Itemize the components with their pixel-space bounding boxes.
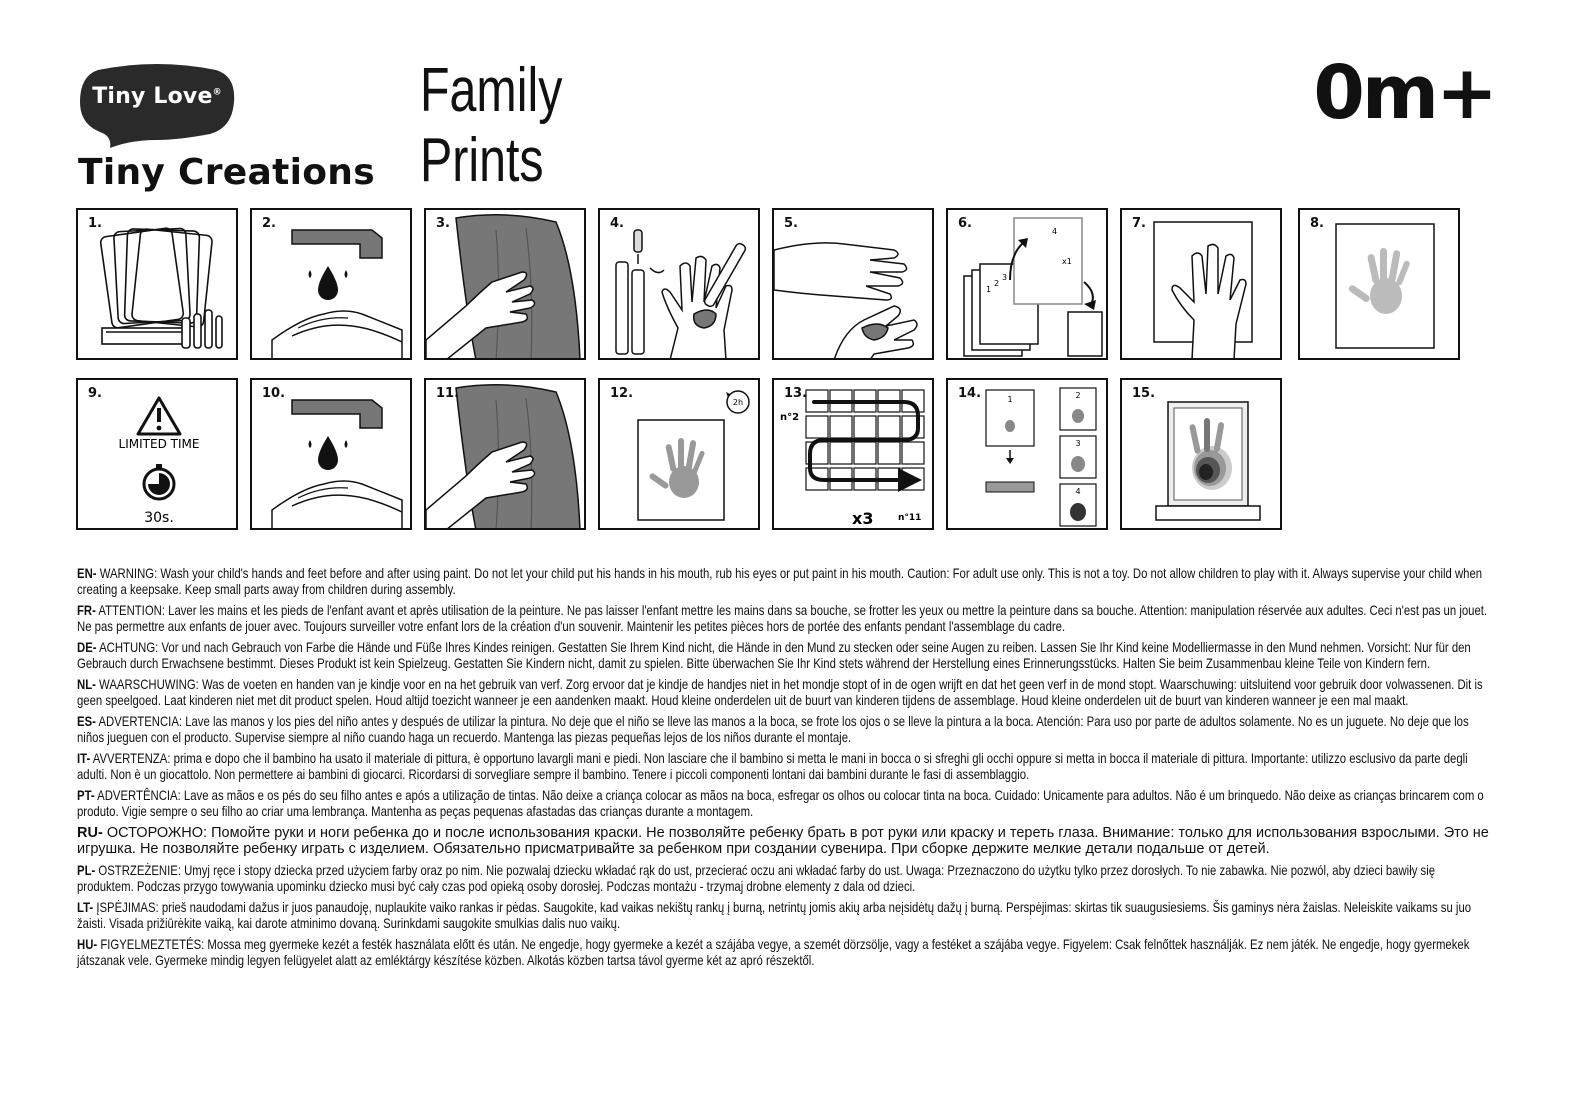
language-code: EN-: [77, 565, 97, 581]
warning-text: Was de voeten en handen van je kindje voor en na het gebruik van verf. Zorg ervoor dat je kindje de handjes niet in het mondje stopt of in de ogen wrijft en dat het geen verf in de mond stopt. Waarschuwing: uitsluitend voor gebruik door volwassenen. Dit is geen speelgoed. Laat kinderen niet met dit product spelen. Houd altijd toezicht wanneer je een aandenken maakt. Houd kleine onderdelen uit de buurt van kinderen tijdens de assemblage. Houd kleine onderdelen uit de buurt van kinderen wanneer je een mal maakt.: [77, 676, 1483, 708]
finished-handprint-illustration: [1300, 210, 1460, 360]
step-panel-13: [772, 378, 934, 530]
drying-hands-towel-illustration: [426, 380, 586, 530]
language-code: NL-: [77, 676, 96, 692]
step-panel-15: [1120, 378, 1282, 530]
warning-heading: WARNING:: [99, 565, 158, 581]
hand-on-paper-illustration: [1122, 210, 1282, 360]
step-panel-8: [1298, 208, 1460, 360]
warning-fr: [77, 603, 1495, 634]
step-number: 6.: [958, 216, 972, 231]
step-panel-1: [76, 208, 238, 360]
warning-text: Vor und nach Gebrauch von Farbe die Hände und Füße Ihres Kindes reinigen. Gestatten Sie Ihrem Kind nicht, die Hände in den Mund zu stecken oder seine Augen zu reiben. Lassen Sie Ihr Kind keine Modelliermasse in den Mund nehmen. Vorsicht: Nur für den Gebrauch durch Erwachsene bestimmt. Dieses Produkt ist kein Spielzeug. Gestatten Sie Kindern nicht, damit zu spielen. Bitte überwachen Sie Ihr Kind stets während der Herstellung eines Erinnerungsstücks. Halten Sie beim Zusammenbau kleine Teile von Kindern fern.: [77, 639, 1471, 671]
warning-lt: [77, 900, 1495, 931]
step-panel-3: [424, 208, 586, 360]
warning-heading: ADVERTENCIA:: [98, 713, 183, 729]
step-number: 9.: [88, 386, 102, 401]
washing-hands-illustration: [252, 210, 412, 360]
trademark-mark: ®: [212, 87, 222, 98]
step-panel-4: [598, 208, 760, 360]
warning-pt: [77, 788, 1495, 819]
limited-time-label: LIMITED TIME: [118, 437, 200, 451]
language-code: IT-: [77, 750, 91, 766]
step-panel-9: [76, 378, 238, 530]
stack-label-4: 4: [1075, 487, 1081, 496]
step-panel-11: [424, 378, 586, 530]
stack-label-2: 2: [1075, 391, 1081, 400]
warning-text: Laver les mains et les pieds de l'enfant avant et après utilisation de la peinture. Ne pas laisser l'enfant mettre les mains dans sa bouche, se frotter les yeux ou mettre la peinture dans sa bouche. Attention: manipulation réservée aux adultes. Ceci n'est pas un jouet. Ne pas permettre aux enfants de jouer avec. Toujours surveiller votre enfant lors de la création d'un souvenir. Maintenir les petites pièces hors de portée des enfants pendant l'assemblage du cadre.: [77, 602, 1488, 634]
warning-text: Помойте руки и ноги ребенка до и после использования краски. Не позволяйте ребенку брать в рот руки или краску и тереть глаза. Внимание: только для использования взрослыми. Это не игрушка. Не позволяйте ребенку играть с изделием. Обязательно присматривайте за ребенком при создании сувенира. При сборке держите мелкие детали подальше от детей.: [77, 825, 1489, 857]
warning-heading: WAARSCHUWING:: [99, 676, 199, 692]
stack-label-1: 1: [1007, 395, 1013, 404]
sheet-label-4: 4: [1052, 227, 1058, 236]
warning-heading: FIGYELMEZTETÉS:: [100, 936, 205, 952]
title-line-2: Prints: [420, 126, 544, 195]
warning-heading: OSTRZEŻENIE:: [98, 862, 181, 878]
language-code: LT-: [77, 899, 94, 915]
title-line-1: Family: [420, 56, 563, 125]
series-name: Tiny Creations: [78, 152, 375, 193]
warning-heading: ĮSPĖJIMAS:: [96, 899, 159, 915]
step-number: 8.: [1310, 216, 1324, 231]
warning-ru: [77, 825, 1495, 857]
warning-heading: ACHTUNG:: [99, 639, 159, 655]
step-number: 14.: [958, 386, 982, 401]
warning-nl: [77, 677, 1495, 708]
sheet-label-3: 3: [1002, 273, 1008, 282]
warning-es: [77, 714, 1495, 745]
step-number: 1.: [88, 216, 102, 231]
warning-de: [77, 640, 1495, 671]
step-panel-5: [772, 208, 934, 360]
warning-text: prieš naudodami dažus ir juos panaudoję, nuplaukite vaiko rankas ir pėdas. Saugokite, kad vaikas nekištų rankų į burną, netrintų jomis akių arba neįsidėtų dažų į burną. Perspėjimas: skirtas tik suaugusiesiems. Šis gaminys nėra žaislas. Neleiskite vaikams su juo žaisti. Visada prižiūrėkite vaiką, kai darote atminimo dovaną. Surinkdami saugokite smulkias dalis nuo vaikų.: [77, 899, 1472, 931]
warning-text: Mossa meg gyermeke kezét a festék használata előtt és után. Ne engedje, hogy gyermeke a kezét a szájába vegye, a szemét dörzsölje, vagy a festéket a szájába vegye. Figyelem: Csak felnőttek használják. Ez nem játék. Ne engedje, hogy gyermekek játszanak vele. Gyermeke mindig legyen felügyelet alatt az emléktárgy készítése közben. Alkotás közben tartsa távol gyerme két az apró részektől.: [77, 936, 1470, 968]
end-step-label: n°11: [898, 513, 922, 523]
language-code: HU-: [77, 936, 98, 952]
step-number: 15.: [1132, 386, 1156, 401]
step-number: 12.: [610, 386, 634, 401]
warning-text: prima e dopo che il bambino ha usato il materiale di pittura, è opportuno lavargli mani e piedi. Non lasciare che il bambino si metta le mani in bocca o si sfreghi gli occhi oppure si metta in bocca il materiale di pittura. Importante: utilizzo esclusivo da parte degli adulti. Non è un giocattolo. Non permettere ai bambini di giocarci. Ricordarsi di sorvegliare sempre il bambino. Tenere i piccoli componenti lontani dai bambini durante le fasi di assemblaggio.: [77, 750, 1468, 782]
warning-text: Umyj ręce i stopy dziecka przed użyciem farby oraz po nim. Nie pozwalaj dziecku wkładać rąk do ust, przecierać oczu ani wkładać farby do ust. Uwaga: Przeznaczono do użytku tylko przez dorosłych. To nie zabawka. Nie pozwól, aby dzieci bawiły się produktem. Podczas przygo towywania upominku dziecko musi być cały czas pod opieką osoby dorosłej. Podczas montażu - trzymaj drobne elementy z dala od dzieci.: [77, 862, 1436, 894]
timer-seconds-label: 30s.: [144, 510, 174, 526]
applying-paint-illustration: [600, 210, 760, 360]
language-code: FR-: [77, 602, 96, 618]
stacking-prints-illustration: [948, 380, 1108, 530]
step-number: 5.: [784, 216, 798, 231]
framed-family-prints-illustration: [1122, 380, 1282, 530]
pressing-hand-illustration: [774, 210, 934, 360]
drying-time-label: 2h: [732, 398, 744, 407]
brand-logo: [78, 62, 236, 148]
age-badge: 0m+: [1313, 50, 1495, 136]
warning-heading: AVVERTENZA:: [92, 750, 171, 766]
drying-print-illustration: [600, 380, 760, 530]
product-title: [420, 56, 562, 196]
warning-text: Lave as mãos e os pés do seu filho antes e após a utilização de tintas. Não deixe a criança colocar as mãos na boca, esfregar os olhos ou colocar tinta na boca. Cuidado: Unicamente para adultos. Não é um brinquedo. Não deixe as crianças brincarem com o produto. Vigie sempre o seu filho ao criar uma lembrança. Mantenha as peças pequenas afastadas das crianças durante a montagem.: [77, 787, 1484, 819]
step-number: 13.: [784, 386, 808, 401]
warning-heading: ADVERTÊNCIA:: [97, 787, 181, 803]
brand-name: Tiny Love: [92, 84, 213, 109]
step-panel-6: [946, 208, 1108, 360]
language-code: PL-: [77, 862, 96, 878]
step-panel-10: [250, 378, 412, 530]
step-number: 10.: [262, 386, 286, 401]
step-number: 7.: [1132, 216, 1146, 231]
language-code: ES-: [77, 713, 96, 729]
sheet-label-2: 2: [994, 279, 1000, 288]
language-code: RU-: [77, 825, 103, 841]
stack-label-3: 3: [1075, 439, 1081, 448]
start-step-label: n°2: [780, 412, 800, 423]
language-code: DE-: [77, 639, 97, 655]
sheet-count: x1: [1062, 257, 1072, 266]
step-panel-14: [946, 378, 1108, 530]
warning-en: [77, 566, 1495, 597]
step-number: 3.: [436, 216, 450, 231]
repeat-multiplier: x3: [852, 509, 874, 528]
warning-hu: [77, 937, 1495, 968]
step-number: 2.: [262, 216, 276, 231]
warning-text: Lave las manos y los pies del niño antes y después de utilizar la pintura. No deje que el niño se lleve las manos a la boca, se frote los ojos o se lleve la pintura a la boca. Atención: Para uso por parte de adultos solamente. No es un juguete. No deje que los niños jueguen con el producto. Supervise siempre al niño cuando haga un recuerdo. Mantenga las piezas pequeñas lejos de los niños durante el montaje.: [77, 713, 1469, 745]
warning-text: Wash your child's hands and feet before and after using paint. Do not let your child put his hands in his mouth, rub his eyes or put paint in his mouth. Caution: For adult use only. This is not a toy. Do not allow children to play with it. Always supervise your child when creating a keepsake. Keep small parts away from children during assembly.: [77, 565, 1483, 597]
sheet-label-1: 1: [986, 285, 992, 294]
language-code: PT-: [77, 787, 95, 803]
time-warning-illustration: [78, 380, 238, 530]
warning-pl: [77, 863, 1495, 894]
step-panel-7: [1120, 208, 1282, 360]
step-number: 4.: [610, 216, 624, 231]
washing-hands-illustration: [252, 380, 412, 530]
warning-heading: ATTENTION:: [98, 602, 165, 618]
drying-hands-towel-illustration: [426, 210, 586, 360]
step-panel-12: [598, 378, 760, 530]
warning-it: [77, 751, 1495, 782]
kit-contents-illustration: [78, 210, 238, 360]
step-panel-2: [250, 208, 412, 360]
step-number: 11.: [436, 386, 460, 401]
warning-heading: ОСТОРОЖНО:: [106, 825, 208, 841]
repeat-steps-grid-illustration: [774, 380, 934, 530]
paper-sheets-illustration: [948, 210, 1108, 360]
safety-warnings: [77, 566, 1495, 974]
